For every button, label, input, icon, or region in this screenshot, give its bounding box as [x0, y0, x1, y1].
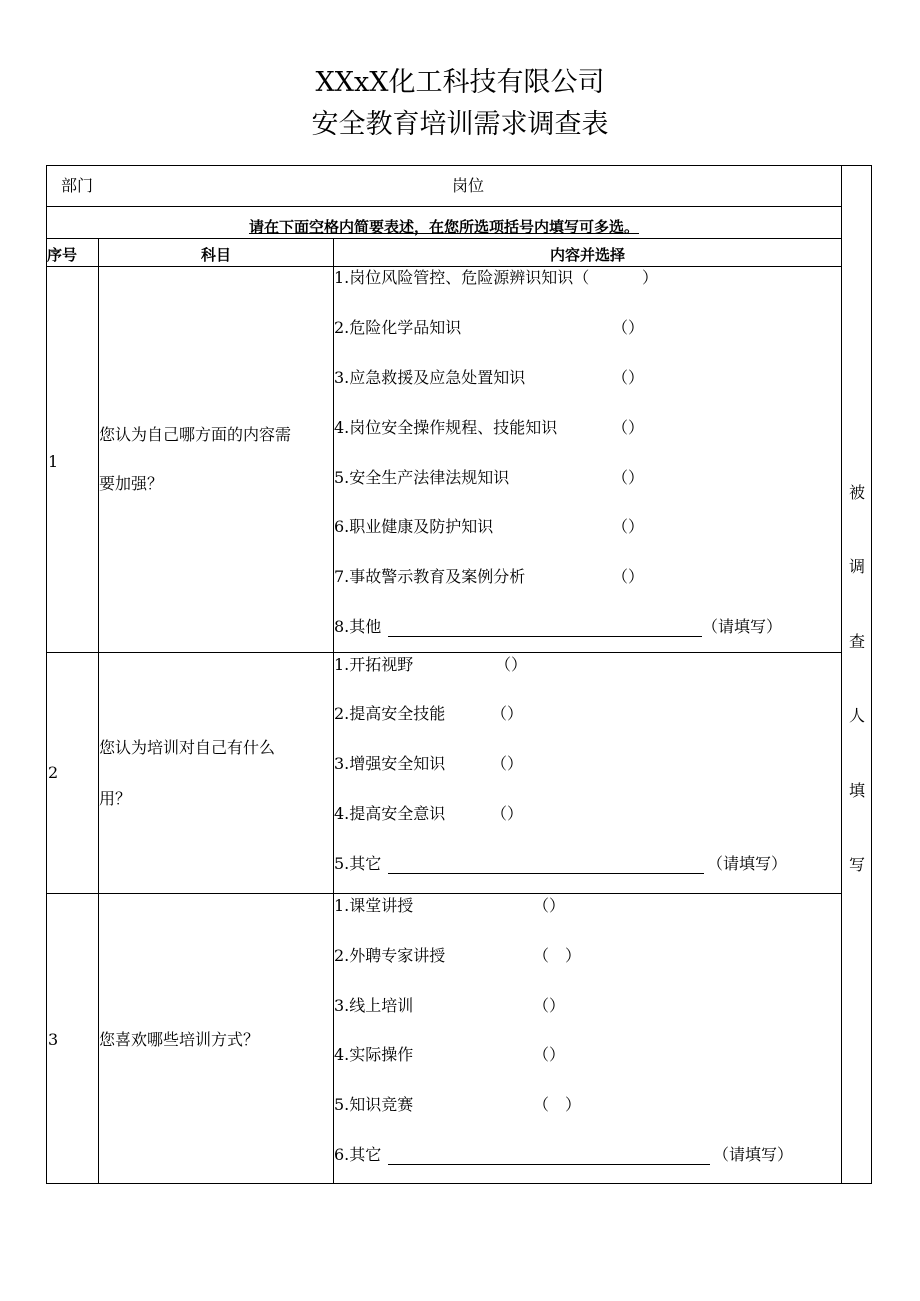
option-checkbox[interactable]: （） [612, 368, 645, 387]
column-header-subject: 科目 [200, 246, 231, 264]
option-checkbox[interactable]: （） [612, 318, 645, 337]
option-text: 1.课堂讲授 [334, 896, 414, 915]
option-checkbox[interactable]: （） [533, 996, 566, 1015]
option-text: 2.提高安全技能 [334, 704, 446, 723]
option-text: 5.知识竞赛 [334, 1095, 414, 1114]
row-divider [47, 893, 841, 894]
option-text: 1.开拓视野 [334, 655, 414, 674]
side-note-char: 填 [848, 781, 865, 800]
row-divider [47, 206, 841, 207]
section-question-line1: 您喜欢哪些培训方式？ [99, 1030, 260, 1049]
option-text: 4.提高安全意识 [334, 804, 446, 823]
side-note-char: 被 [848, 483, 865, 502]
fill-in-hint: （请填写） [702, 617, 783, 636]
fill-in-field[interactable] [388, 1145, 710, 1165]
row-divider [47, 238, 841, 239]
fill-in-hint: （请填写） [713, 1145, 794, 1164]
row-divider [47, 266, 841, 267]
section-no: 2 [48, 763, 59, 782]
side-column-divider [841, 166, 842, 1183]
instruction-text: 请在下面空格内简要表述，在您所选项括号内填写可多选。 [248, 218, 639, 236]
form-title: 安全教育培训需求调查表 [311, 109, 609, 140]
column-header-content: 内容并选择 [549, 246, 625, 264]
option-text: 4.实际操作 [334, 1045, 414, 1064]
option-checkbox[interactable]: ） [642, 268, 659, 287]
survey-form [46, 165, 872, 1184]
column-header-no: 序号 [47, 246, 78, 264]
option-checkbox[interactable]: （） [612, 418, 645, 437]
option-text: 2.危险化学品知识 [334, 318, 462, 337]
option-text: 1.岗位风险管控、危险源辨识知识（ [334, 268, 590, 287]
option-text: 7.事故警示教育及案例分析 [334, 567, 526, 586]
fill-in-hint: （请填写） [707, 854, 788, 873]
side-note-char: 人 [848, 706, 865, 725]
option-text: 6.其它 [334, 1145, 382, 1164]
fill-in-field[interactable] [388, 617, 702, 637]
department-label: 部门 [61, 176, 94, 195]
option-text: 5.其它 [334, 854, 382, 873]
section-no: 1 [48, 452, 59, 471]
section-question-line2: 要加强？ [99, 474, 164, 493]
option-checkbox[interactable]: （ ） [533, 1095, 582, 1114]
option-checkbox[interactable]: （） [612, 468, 645, 487]
side-note-char: 写 [848, 855, 865, 874]
section-no: 3 [48, 1030, 59, 1049]
row-divider [47, 652, 841, 653]
position-label: 岗位 [452, 176, 485, 195]
option-text: 4.岗位安全操作规程、技能知识 [334, 418, 558, 437]
option-text: 3.应急救援及应急处置知识 [334, 368, 526, 387]
option-text: 2.外聘专家讲授 [334, 946, 446, 965]
option-checkbox[interactable]: （） [533, 896, 566, 915]
option-checkbox[interactable]: （） [612, 567, 645, 586]
fill-in-field[interactable] [388, 854, 704, 874]
option-checkbox[interactable]: （） [533, 1045, 566, 1064]
section-question-line2: 用？ [99, 789, 132, 808]
company-name: XXxX化工科技有限公司 [315, 67, 605, 98]
option-checkbox[interactable]: （） [491, 754, 524, 773]
option-checkbox[interactable]: （） [491, 704, 524, 723]
option-checkbox[interactable]: （） [495, 655, 528, 674]
department-field[interactable] [157, 174, 437, 198]
option-text: 3.增强安全知识 [334, 754, 446, 773]
position-field[interactable] [497, 174, 827, 198]
option-checkbox[interactable]: （） [612, 517, 645, 536]
option-checkbox[interactable]: （） [491, 804, 524, 823]
side-note-char: 查 [848, 632, 865, 651]
option-text: 3.线上培训 [334, 996, 414, 1015]
side-note-char: 调 [848, 557, 865, 576]
section-question-line1: 您认为自己哪方面的内容需 [99, 425, 292, 444]
option-text: 6.职业健康及防护知识 [334, 517, 494, 536]
option-checkbox[interactable]: （ ） [533, 946, 582, 965]
option-text: 5.安全生产法律法规知识 [334, 468, 510, 487]
section-question-line1: 您认为培训对自己有什么 [99, 738, 276, 757]
option-text: 8.其他 [334, 617, 382, 636]
